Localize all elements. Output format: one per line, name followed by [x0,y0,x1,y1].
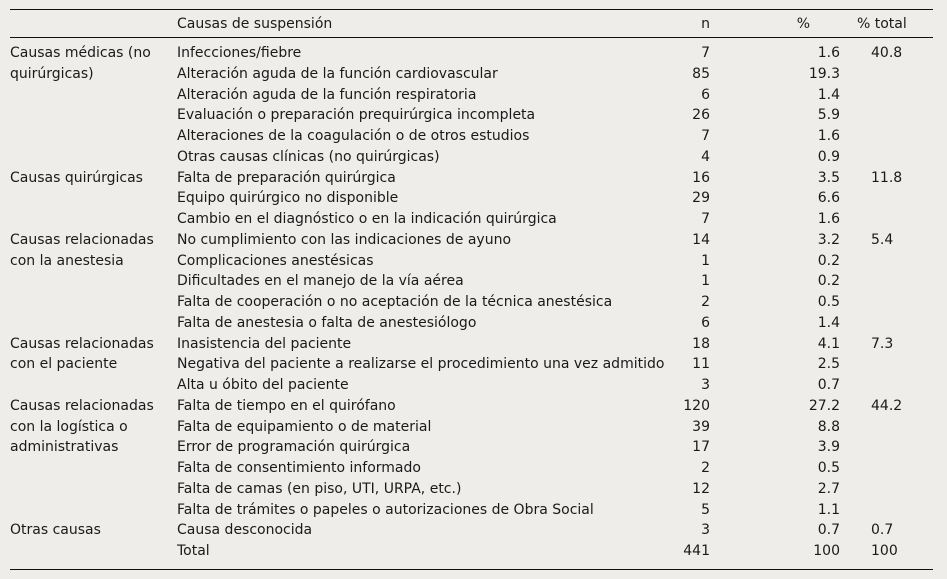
n-cell: 17 [692,439,710,456]
table-row [0,458,947,479]
table-row [0,313,947,334]
table-row [0,541,947,562]
n-cell: 3 [701,522,710,539]
n-cell: 6 [701,314,710,331]
percent-total-cell: 7.3 [871,335,894,352]
n-cell: 7 [701,45,710,61]
cause-cell: Negativa del paciente a realizarse el procedimiento una vez admitido [177,356,665,373]
percent-cell: 2.5 [817,356,840,373]
percent-total-cell: 44.2 [871,397,903,414]
percent-total-cell: 5.4 [871,231,894,248]
percent-total-cell: 11.8 [871,169,903,186]
group-label: Causas quirúrgicas [10,169,143,186]
n-cell: 85 [692,65,710,82]
n-cell: 5 [701,501,710,518]
table-bottom-rule [10,569,933,570]
n-cell: 29 [692,190,710,207]
percent-cell: 0.5 [817,294,840,310]
header-rule [10,37,933,38]
cause-cell: Alteraciones de la coagulación o de otros estudios [177,128,530,144]
n-cell: 39 [692,418,710,435]
percent-cell: 3.5 [817,169,840,186]
n-cell: 14 [692,231,710,248]
percent-cell: 6.6 [817,190,840,207]
table-row [0,437,947,458]
cause-cell: Alta u óbito del paciente [177,377,349,393]
n-cell: 3 [701,377,710,393]
header-percent: % [796,16,810,32]
cause-cell: Causa desconocida [177,522,313,539]
n-cell: 11 [692,356,710,373]
table-row [0,479,947,500]
percent-cell: 0.7 [817,522,840,539]
header-cause: Causas de suspensión [177,16,333,32]
n-cell: 2 [701,460,710,476]
cause-cell: Evaluación o preparación prequirúrgica incompleta [177,107,536,124]
percent-cell: 0.7 [817,377,840,393]
cause-cell: Total [177,543,210,559]
percent-cell: 1.1 [817,501,840,518]
percent-cell: 1.4 [817,86,840,103]
percent-cell: 2.7 [817,480,840,497]
percent-cell: 0.5 [817,460,840,476]
table-body [0,43,947,562]
table-top-rule [10,9,933,10]
group-label: Causas relacionadas con el paciente [10,335,154,373]
cause-cell: Falta de equipamiento o de material [177,418,432,435]
table-row [0,105,947,126]
table-row [0,251,947,272]
table-row [0,147,947,168]
n-cell: 26 [692,107,710,124]
cause-cell: Falta de trámites o papeles o autorizaciones de Obra Social [177,501,594,518]
group-label: Otras causas [10,522,101,539]
cause-cell: Inasistencia del paciente [177,335,352,352]
cause-cell: Falta de consentimiento informado [177,460,421,476]
cause-cell: Alteración aguda de la función respiratoria [177,86,477,103]
cause-cell: No cumplimiento con las indicaciones de ayuno [177,231,512,248]
cause-cell: Falta de camas (en piso, UTI, URPA, etc.) [177,480,462,497]
n-cell: 120 [683,397,710,414]
table-row [0,520,947,541]
table-row [0,354,947,375]
percent-total-cell: 0.7 [871,522,894,539]
cause-cell: Falta de tiempo en el quirófano [177,397,396,414]
percent-cell: 0.9 [817,148,840,165]
cause-cell: Dificultades en el manejo de la vía aérea [177,273,464,290]
n-cell: 18 [692,335,710,352]
table-row [0,64,947,85]
table-row [0,375,947,396]
percent-cell: 0.2 [817,252,840,269]
cause-cell: Cambio en el diagnóstico o en la indicación quirúrgica [177,211,557,227]
cause-cell: Falta de preparación quirúrgica [177,169,396,186]
cause-cell: Complicaciones anestésicas [177,252,374,269]
n-cell: 16 [692,169,710,186]
table-row [0,209,947,230]
n-cell: 1 [701,273,710,290]
percent-cell: 3.9 [817,439,840,456]
table-row [0,417,947,438]
n-cell: 12 [692,480,710,497]
table-row [0,500,947,521]
header-n: n [701,16,710,32]
n-cell: 7 [701,128,710,144]
cause-cell: Falta de cooperación o no aceptación de la técnica anestésica [177,294,613,310]
cause-cell: Error de programación quirúrgica [177,439,411,456]
cause-cell: Alteración aguda de la función cardiovascular [177,65,498,82]
n-cell: 1 [701,252,710,269]
percent-cell: 100 [813,543,840,559]
percent-cell: 8.8 [817,418,840,435]
percent-cell: 1.6 [817,211,840,227]
percent-total-cell: 40.8 [871,45,903,61]
percent-cell: 1.6 [817,128,840,144]
cause-cell: Otras causas clínicas (no quirúrgicas) [177,148,440,165]
cause-cell: Falta de anestesia o falta de anestesiólogo [177,314,477,331]
percent-cell: 5.9 [817,107,840,124]
n-cell: 441 [683,543,710,559]
percent-cell: 0.2 [817,273,840,290]
n-cell: 4 [701,148,710,165]
percent-cell: 3.2 [817,231,840,248]
group-label: Causas relacionadas con la anestesia [10,231,154,269]
n-cell: 7 [701,211,710,227]
group-label: Causas relacionadas con la logística o administrativas [10,397,154,456]
table-row [0,168,947,189]
percent-cell: 19.3 [808,65,840,82]
table-row [0,271,947,292]
percent-cell: 4.1 [817,335,840,352]
table-row [0,188,947,209]
percent-cell: 1.6 [817,45,840,61]
table-row [0,292,947,313]
n-cell: 2 [701,294,710,310]
percent-cell: 27.2 [808,397,840,414]
n-cell: 6 [701,86,710,103]
percent-total-cell: 100 [871,543,898,559]
header-percent-total: % total [857,16,907,32]
table-row [0,126,947,147]
table-row [0,85,947,106]
cause-cell: Equipo quirúrgico no disponible [177,190,399,207]
cause-cell: Infecciones/fiebre [177,45,302,61]
percent-cell: 1.4 [817,314,840,331]
group-label: Causas médicas (no quirúrgicas) [10,45,151,82]
